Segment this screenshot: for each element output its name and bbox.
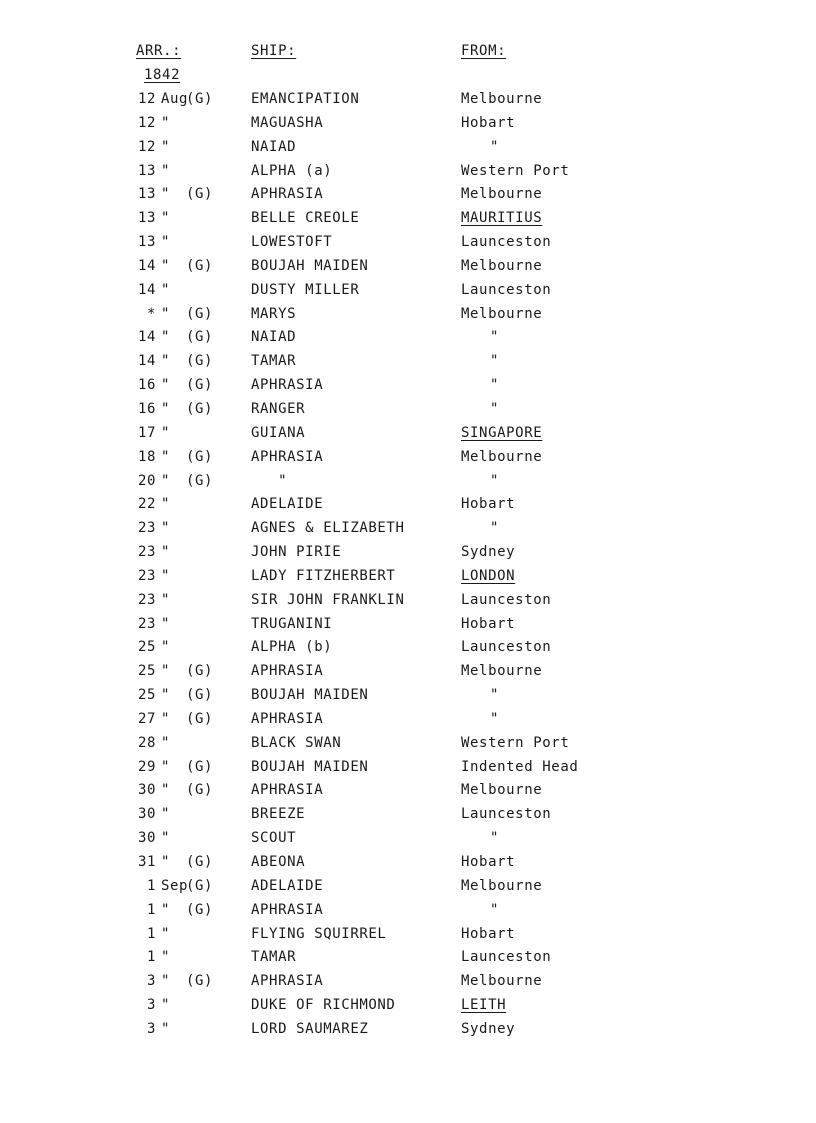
table-row: [0, 186, 816, 210]
table-row: [0, 258, 816, 282]
g-flag: (G): [186, 448, 214, 465]
header-from: FROM:: [461, 43, 507, 59]
ship-name: APHRASIA: [251, 377, 324, 394]
g-flag: (G): [186, 353, 214, 370]
arrival-month: ": [161, 710, 171, 727]
origin-port: SINGAPORE: [461, 424, 543, 441]
arrival-day: 14: [137, 353, 156, 370]
ship-name: BELLE CREOLE: [251, 210, 360, 227]
table-row: [0, 282, 816, 306]
ship-name: BOUJAH MAIDEN: [251, 687, 369, 704]
ship-name: MARYS: [251, 305, 297, 322]
ship-name: ADELAIDE: [251, 877, 324, 894]
g-flag: (G): [186, 329, 214, 346]
origin-port: ": [490, 710, 500, 727]
arrival-day: 30: [137, 830, 156, 847]
arrival-day: 16: [137, 400, 156, 417]
origin-port: ": [490, 830, 500, 847]
arrival-day: 31: [137, 854, 156, 870]
table-row: [0, 759, 816, 783]
origin-port: LEITH: [461, 997, 507, 1014]
arrival-month: ": [161, 687, 171, 704]
table-row: [0, 735, 816, 759]
g-flag: (G): [186, 305, 214, 322]
arrival-month: ": [161, 448, 171, 465]
table-row: [0, 854, 816, 878]
table-row: [0, 520, 816, 544]
arrival-month: Sep: [161, 877, 189, 894]
ship-name: SIR JOHN FRANKLIN: [251, 591, 405, 608]
arrival-day: 14: [137, 329, 156, 346]
arrival-day: 3: [146, 997, 156, 1014]
arrival-month: ": [161, 138, 171, 155]
arrival-month: ": [161, 400, 171, 417]
g-flag: (G): [186, 472, 214, 489]
arrival-day: 14: [137, 257, 156, 274]
table-row: [0, 616, 816, 640]
ship-name: BLACK SWAN: [251, 734, 342, 751]
arrival-month: ": [161, 114, 171, 131]
origin-port: Launceston: [461, 639, 552, 656]
origin-port: Launceston: [461, 806, 552, 823]
arrival-month: ": [161, 210, 171, 227]
g-flag: (G): [186, 687, 214, 704]
arrival-day: 3: [146, 973, 156, 990]
ship-name: APHRASIA: [251, 186, 324, 203]
table-row: [0, 473, 816, 497]
arrival-day: 25: [137, 639, 156, 656]
arrival-month: ": [161, 949, 171, 966]
arrival-month: ": [161, 973, 171, 990]
arrival-month: ": [161, 377, 171, 394]
arrival-month: ": [161, 353, 171, 370]
ship-name: TRUGANINI: [251, 615, 333, 632]
arrival-month: ": [161, 329, 171, 346]
origin-port: Hobart: [461, 496, 516, 513]
arrival-month: ": [161, 854, 171, 870]
arrival-day: 13: [137, 162, 156, 179]
arrival-day: 13: [137, 186, 156, 203]
table-row: [0, 973, 816, 997]
table-row: [0, 234, 816, 258]
arrival-month: ": [161, 162, 171, 179]
table-row: [0, 687, 816, 711]
g-flag: (G): [186, 710, 214, 727]
ship-name: GUIANA: [251, 424, 306, 441]
table-row: [0, 663, 816, 687]
arrival-month: ": [161, 782, 171, 799]
table-row: [0, 592, 816, 616]
arrivals-list: [0, 91, 816, 1045]
ship-name: MAGUASHA: [251, 114, 324, 131]
arrival-day: 25: [137, 687, 156, 704]
ship-name: RANGER: [251, 400, 306, 417]
arrival-day: 12: [137, 91, 156, 107]
table-row: [0, 997, 816, 1021]
g-flag: (G): [186, 758, 214, 775]
g-flag: (G): [186, 854, 214, 870]
origin-port: Launceston: [461, 591, 552, 608]
origin-port: ": [490, 400, 500, 417]
arrival-day: 1: [146, 949, 156, 966]
g-flag: (G): [186, 186, 214, 203]
origin-port: Melbourne: [461, 257, 543, 274]
ship-name: APHRASIA: [251, 782, 324, 799]
origin-port: ": [490, 687, 500, 704]
ship-name: ": [251, 472, 288, 489]
ship-name: BREEZE: [251, 806, 306, 823]
table-row: [0, 711, 816, 735]
arrival-day: 17: [137, 424, 156, 441]
arrival-month: ": [161, 496, 171, 513]
ship-name: SCOUT: [251, 830, 297, 847]
arrival-month: ": [161, 663, 171, 680]
origin-port: Hobart: [461, 615, 516, 632]
ship-name: APHRASIA: [251, 973, 324, 990]
ship-name: ADELAIDE: [251, 496, 324, 513]
arrival-day: 1: [146, 925, 156, 942]
origin-port: Melbourne: [461, 91, 543, 107]
ship-name: AGNES & ELIZABETH: [251, 520, 405, 537]
arrival-day: 1: [146, 901, 156, 918]
arrival-month: ": [161, 281, 171, 298]
origin-port: Melbourne: [461, 663, 543, 680]
arrival-day: *: [146, 305, 156, 322]
ship-name: NAIAD: [251, 329, 297, 346]
arrival-day: 29: [137, 758, 156, 775]
arrival-day: 23: [137, 544, 156, 561]
ship-name: EMANCIPATION: [251, 91, 360, 107]
origin-port: Melbourne: [461, 782, 543, 799]
ship-name: APHRASIA: [251, 710, 324, 727]
origin-port: MAURITIUS: [461, 210, 543, 227]
origin-port: Indented Head: [461, 758, 579, 775]
arrival-month: ": [161, 472, 171, 489]
table-row: [0, 115, 816, 139]
ship-name: LOWESTOFT: [251, 234, 333, 251]
origin-port: Melbourne: [461, 305, 543, 322]
arrival-month: ": [161, 591, 171, 608]
ship-name: APHRASIA: [251, 663, 324, 680]
arrival-day: 30: [137, 782, 156, 799]
year-heading: 1842: [144, 67, 181, 83]
table-row: [0, 377, 816, 401]
g-flag: (G): [186, 377, 214, 394]
arrival-month: ": [161, 1020, 171, 1037]
origin-port: Sydney: [461, 544, 516, 561]
table-row: [0, 425, 816, 449]
ship-name: APHRASIA: [251, 901, 324, 918]
origin-port: Melbourne: [461, 186, 543, 203]
arrival-month: ": [161, 734, 171, 751]
origin-port: Melbourne: [461, 448, 543, 465]
origin-port: ": [490, 520, 500, 537]
ship-name: DUSTY MILLER: [251, 281, 360, 298]
arrival-month: ": [161, 806, 171, 823]
table-row: [0, 806, 816, 830]
arrival-month: ": [161, 305, 171, 322]
origin-port: Hobart: [461, 854, 516, 870]
origin-port: Hobart: [461, 925, 516, 942]
origin-port: Hobart: [461, 114, 516, 131]
ship-name: ALPHA (a): [251, 162, 333, 179]
origin-port: Launceston: [461, 949, 552, 966]
table-row: [0, 639, 816, 663]
arrival-day: 27: [137, 710, 156, 727]
arrival-month: ": [161, 544, 171, 561]
arrival-day: 13: [137, 210, 156, 227]
origin-port: Launceston: [461, 281, 552, 298]
arrival-month: ": [161, 901, 171, 918]
arrival-day: 16: [137, 377, 156, 394]
table-row: [0, 139, 816, 163]
arrival-day: 13: [137, 234, 156, 251]
g-flag: (G): [186, 400, 214, 417]
origin-port: ": [490, 901, 500, 918]
g-flag: (G): [186, 663, 214, 680]
origin-port: Western Port: [461, 734, 570, 751]
arrival-month: ": [161, 997, 171, 1014]
origin-port: ": [490, 472, 500, 489]
ship-name: BOUJAH MAIDEN: [251, 257, 369, 274]
ship-name: TAMAR: [251, 949, 297, 966]
table-row: [0, 210, 816, 234]
arrival-month: ": [161, 257, 171, 274]
origin-port: Launceston: [461, 234, 552, 251]
arrival-month: ": [161, 615, 171, 632]
origin-port: ": [490, 353, 500, 370]
table-row: [0, 449, 816, 473]
table-row: [0, 401, 816, 425]
arrival-month: ": [161, 639, 171, 656]
g-flag: (G): [186, 877, 214, 894]
table-row: [0, 353, 816, 377]
table-row: [0, 926, 816, 950]
table-row: [0, 306, 816, 330]
arrival-day: 25: [137, 663, 156, 680]
arrival-month: ": [161, 234, 171, 251]
table-row: [0, 1021, 816, 1045]
arrival-month: ": [161, 567, 171, 584]
arrival-day: 12: [137, 114, 156, 131]
table-row: [0, 329, 816, 353]
ship-name: DUKE OF RICHMOND: [251, 997, 396, 1014]
ship-name: LADY FITZHERBERT: [251, 567, 396, 584]
arrival-day: 30: [137, 806, 156, 823]
g-flag: (G): [186, 973, 214, 990]
table-row: [0, 568, 816, 592]
table-row: [0, 878, 816, 902]
arrival-day: 18: [137, 448, 156, 465]
arrival-month: ": [161, 758, 171, 775]
table-row: [0, 496, 816, 520]
ship-name: TAMAR: [251, 353, 297, 370]
arrival-day: 23: [137, 567, 156, 584]
g-flag: (G): [186, 91, 214, 107]
table-row: [0, 163, 816, 187]
origin-port: LONDON: [461, 567, 516, 584]
table-row: [0, 949, 816, 973]
table-row: [0, 544, 816, 568]
ship-name: NAIAD: [251, 138, 297, 155]
table-row: [0, 782, 816, 806]
arrival-day: 23: [137, 591, 156, 608]
ship-name: FLYING SQUIRREL: [251, 925, 387, 942]
table-row: [0, 91, 816, 115]
g-flag: (G): [186, 901, 214, 918]
origin-port: Western Port: [461, 162, 570, 179]
ship-name: APHRASIA: [251, 448, 324, 465]
arrival-day: 28: [137, 734, 156, 751]
arrival-day: 1: [146, 877, 156, 894]
arrival-day: 12: [137, 138, 156, 155]
origin-port: Melbourne: [461, 877, 543, 894]
g-flag: (G): [186, 782, 214, 799]
table-row: [0, 902, 816, 926]
ship-name: LORD SAUMAREZ: [251, 1020, 369, 1037]
arrival-month: ": [161, 520, 171, 537]
ship-name: JOHN PIRIE: [251, 544, 342, 561]
header-ship: SHIP:: [251, 43, 297, 59]
ship-name: ALPHA (b): [251, 639, 333, 656]
arrival-month: ": [161, 186, 171, 203]
g-flag: (G): [186, 257, 214, 274]
arrival-day: 3: [146, 1020, 156, 1037]
arrival-month: ": [161, 424, 171, 441]
origin-port: Melbourne: [461, 973, 543, 990]
arrival-day: 23: [137, 520, 156, 537]
arrival-month: ": [161, 830, 171, 847]
arrival-month: ": [161, 925, 171, 942]
arrival-day: 23: [137, 615, 156, 632]
origin-port: Sydney: [461, 1020, 516, 1037]
ship-name: BOUJAH MAIDEN: [251, 758, 369, 775]
table-row: [0, 830, 816, 854]
arrival-day: 22: [137, 496, 156, 513]
ship-name: ABEONA: [251, 854, 306, 870]
arrival-month: Aug: [161, 91, 189, 107]
origin-port: ": [490, 377, 500, 394]
origin-port: ": [490, 138, 500, 155]
origin-port: ": [490, 329, 500, 346]
arrival-day: 20: [137, 472, 156, 489]
header-arrival: ARR.:: [136, 43, 182, 59]
arrival-day: 14: [137, 281, 156, 298]
